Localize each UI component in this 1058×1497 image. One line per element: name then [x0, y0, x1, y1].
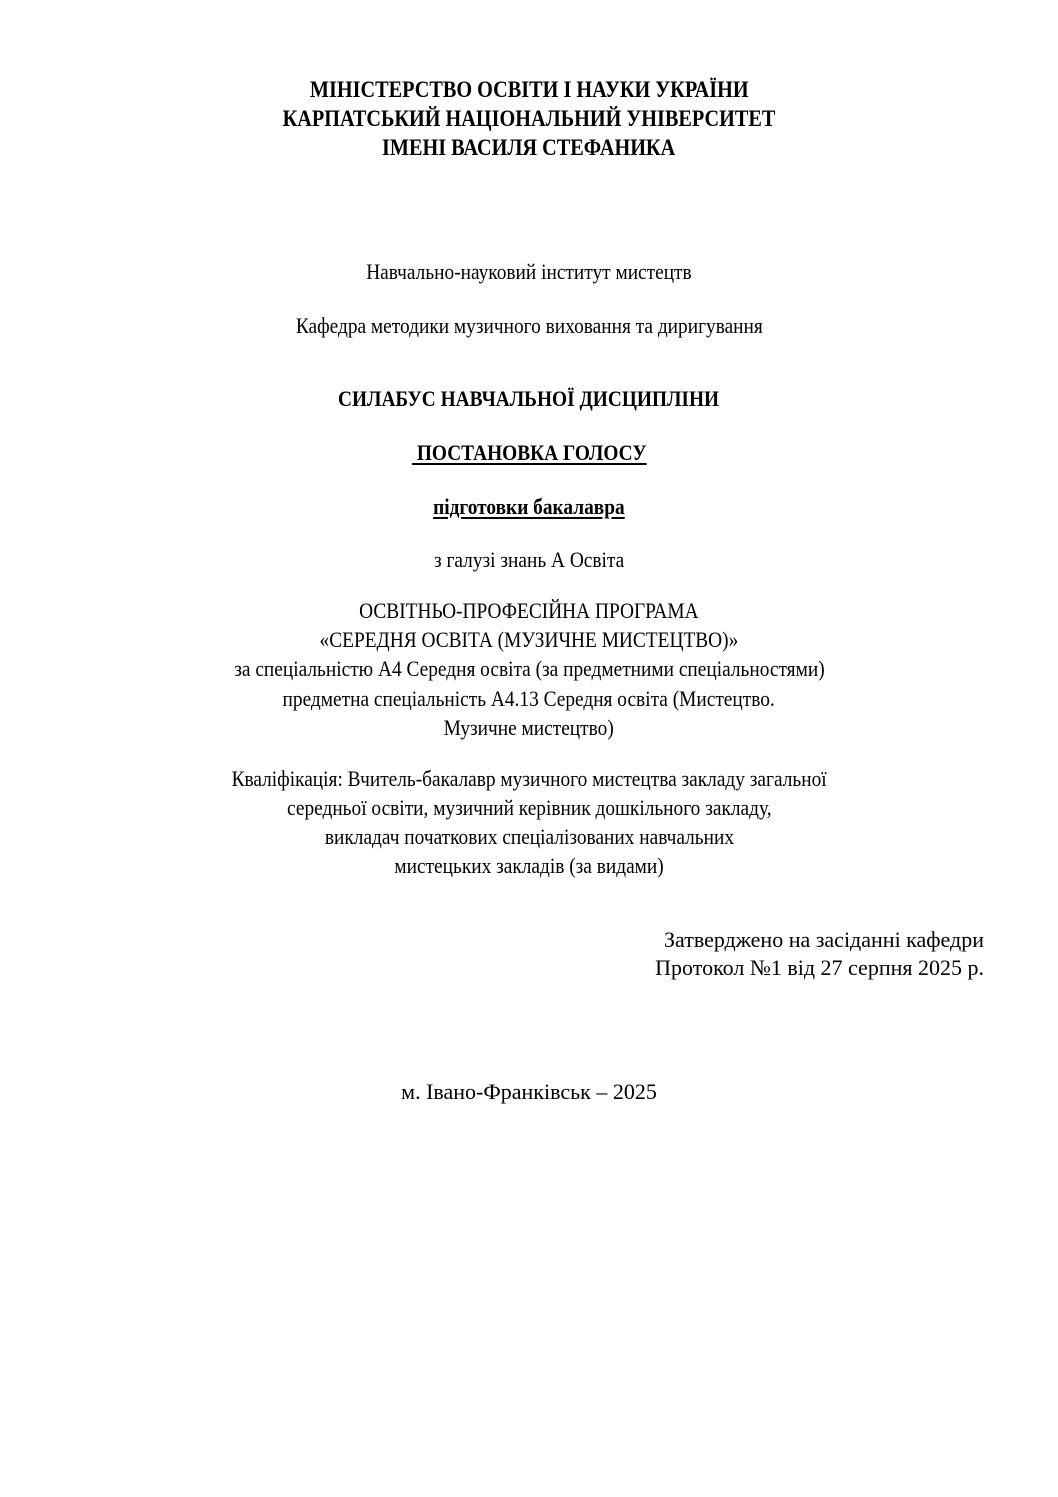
program-line — [0, 600, 1058, 622]
program-line-text: ОСВІТНЬО-ПРОФЕСІЙНА ПРОГРАМА — [359, 598, 699, 623]
degree-line — [0, 496, 1058, 518]
qualification-line — [0, 797, 1058, 819]
field-line — [0, 549, 1058, 571]
department-line — [0, 315, 1058, 337]
header-line-ministry-text: МІНІСТЕРСТВО ОСВІТИ І НАУКИ УКРАЇНИ — [309, 77, 749, 102]
syllabus-title — [0, 388, 1058, 410]
qualification-line-text: середньої освіти, музичний керівник дошкільного закладу, — [286, 795, 772, 820]
program-line — [0, 717, 1058, 739]
approval-line: Затверджено на засіданні кафедри — [663, 927, 984, 952]
program-line-text: Музичне мистецтво) — [443, 715, 615, 740]
header-line-name-text: ІМЕНІ ВАСИЛЯ СТЕФАНИКА — [382, 135, 676, 160]
degree-text: підготовки бакалавра — [433, 494, 625, 519]
qualification-line — [0, 855, 1058, 877]
header-line-university — [0, 107, 1058, 130]
qualification-line-text: викладач початкових спеціалізованих навчальних — [324, 824, 734, 849]
department-text: Кафедра методики музичного виховання та диригування — [295, 313, 763, 338]
field-text: з галузі знань А Освіта — [433, 547, 625, 572]
discipline-title — [0, 442, 1058, 464]
program-line — [0, 688, 1058, 710]
institute-line — [0, 261, 1058, 283]
city-year-footer — [0, 1081, 1058, 1103]
program-line — [0, 629, 1058, 651]
header-line-university-text: КАРПАТСЬКИЙ НАЦІОНАЛЬНИЙ УНІВЕРСИТЕТ — [282, 106, 776, 131]
header-line-name — [0, 136, 1058, 159]
program-line-text: предметна спеціальність А4.13 Середня освіта (Мистецтво. — [282, 686, 776, 711]
program-line-text: «СЕРЕДНЯ ОСВІТА (МУЗИЧНЕ МИСТЕЦТВО)» — [319, 627, 739, 652]
institute-text: Навчально-науковий інститут мистецтв — [366, 259, 692, 284]
header-line-ministry — [0, 78, 1058, 101]
qualification-line-text: Кваліфікація: Вчитель-бакалавр музичного мистецтва закладу загальної — [231, 766, 827, 791]
qualification-line-text: мистецьких закладів (за видами) — [394, 853, 664, 878]
program-line — [0, 658, 1058, 680]
qualification-line — [0, 768, 1058, 790]
syllabus-title-text: СИЛАБУС НАВЧАЛЬНОЇ ДИСЦИПЛІНИ — [338, 386, 720, 411]
qualification-line — [0, 826, 1058, 848]
program-line-text: за спеціальністю А4 Середня освіта (за предметними спеціальностями) — [233, 656, 825, 681]
discipline-title-text: ПОСТАНОВКА ГОЛОСУ — [411, 440, 647, 465]
city-year-text: м. Івано-Франківськ – 2025 — [401, 1079, 657, 1104]
protocol-line: Протокол №1 від 27 серпня 2025 р. — [655, 955, 984, 980]
